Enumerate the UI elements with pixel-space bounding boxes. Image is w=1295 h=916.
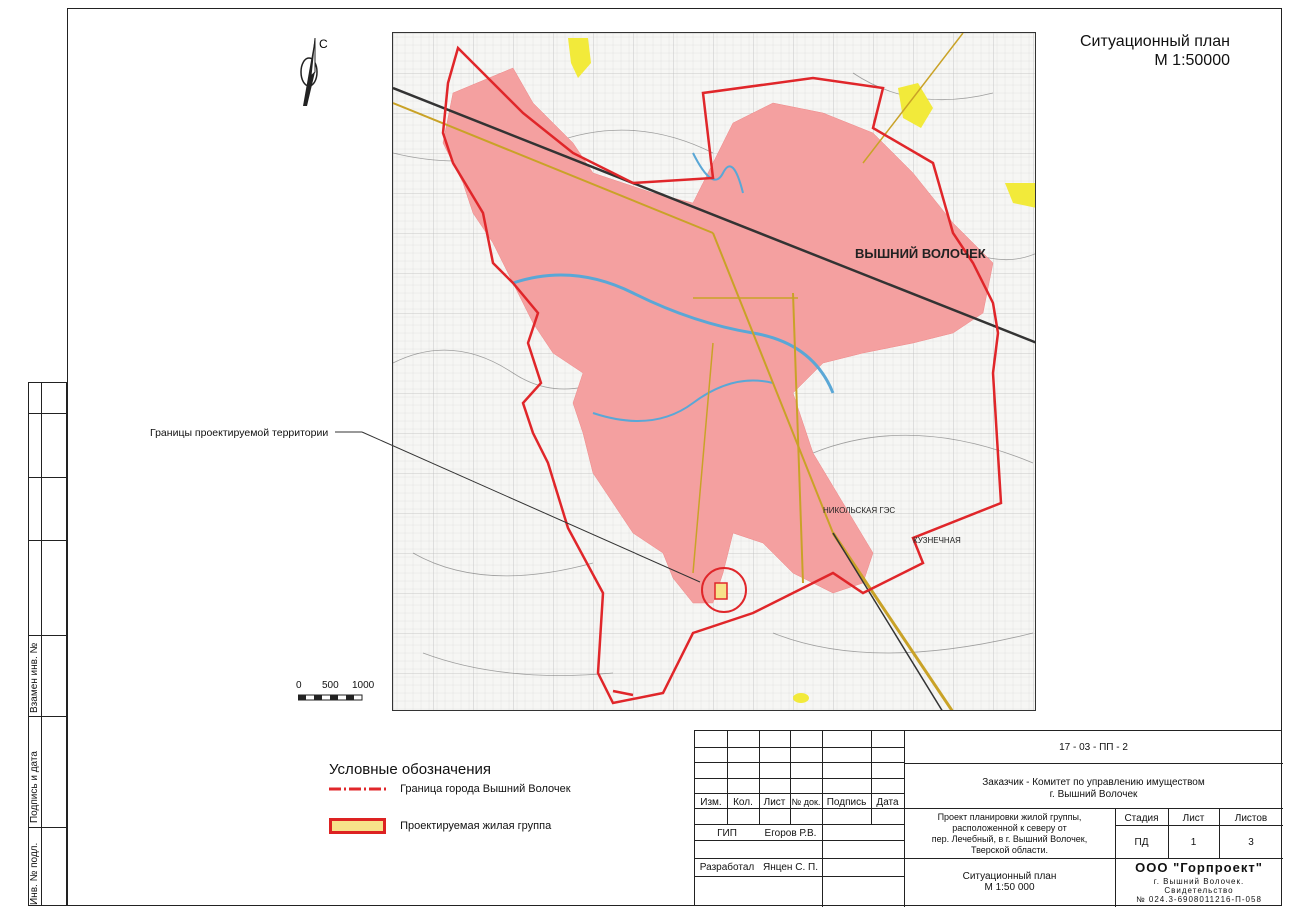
legend-label-boundary: Граница города Вышний Волочек (400, 783, 571, 795)
project-desc: Проект планировки жилой группы, расположенной к северу от пер. Лечебный, в г. Вышний Волочек, Тверской области. (931, 812, 1088, 855)
dev-name: Янцен С. П. (763, 862, 818, 873)
customer-line2: г. Вышний Волочек (1049, 789, 1138, 800)
hydro-label: НИКОЛЬСКАЯ ГЭС (823, 506, 896, 515)
boundary-line-icon (329, 784, 389, 794)
gip-name: Егоров Р.В. (764, 828, 817, 839)
side-label-replace: Взамен инв. № (29, 642, 40, 713)
drawing-code: 17 - 03 - ПП - 2 (1059, 742, 1128, 753)
sheets-value: 3 (1248, 837, 1254, 848)
gip-label: ГИП (717, 828, 737, 839)
map-title-line1: Ситуационный план (1079, 33, 1230, 50)
sheet-header: Лист (1182, 813, 1205, 824)
hdr-sign: Подпись (826, 797, 867, 808)
customer-line1: Заказчик - Комитет по управлению имуществом (982, 777, 1205, 788)
org-sub: г. Вышний Волочек. Свидетельство № 024.3-6908011216-П-058 (1136, 877, 1262, 904)
legend-item-boundary (329, 783, 571, 795)
org-name: ООО "Горпроект" (1135, 860, 1263, 875)
project-area-icon (329, 818, 386, 834)
dev-label: Разработал (699, 862, 755, 873)
stage-header: Стадия (1124, 813, 1159, 824)
side-label-sign: Подпись и дата (29, 751, 40, 823)
hdr-list: Лист (763, 797, 786, 808)
title-block (694, 730, 1282, 906)
hdr-date: Дата (876, 797, 899, 808)
legend-title: Условные обозначения (329, 761, 492, 778)
map-title-line2: М 1:50000 (1154, 52, 1230, 69)
scale-label-1000: 1000 (352, 680, 375, 691)
city-label: ВЫШНИЙ ВОЛОЧЕК (855, 246, 986, 261)
legend-label-project: Проектируемая жилая группа (400, 819, 552, 832)
hdr-doc: № док. (791, 797, 821, 807)
side-label-inv: Инв. № подл. (29, 842, 40, 905)
legend-item-project (329, 818, 551, 834)
stage-value: ПД (1134, 837, 1149, 848)
compass-letter: С (319, 37, 328, 51)
scale-bar (298, 692, 364, 702)
sheets-header: Листов (1234, 813, 1268, 824)
settlement-label: КУЗНЕЧНАЯ (913, 536, 961, 545)
drawing-name: Ситуационный план М 1:50 000 (962, 871, 1057, 893)
hdr-izm: Изм. (700, 797, 722, 808)
scale-label-0: 0 (296, 680, 302, 691)
hdr-kol: Кол. (733, 797, 753, 808)
sheet-value: 1 (1190, 837, 1197, 848)
scale-label-500: 500 (322, 680, 339, 691)
callout-label: Границы проектируемой территории (150, 427, 329, 439)
